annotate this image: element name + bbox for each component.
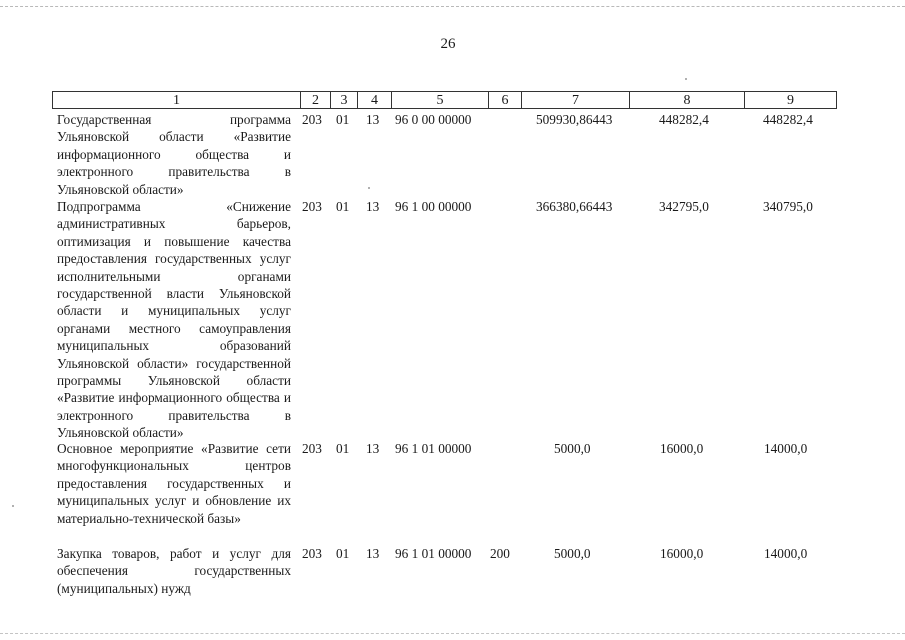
header-col-8: 8 bbox=[629, 92, 744, 109]
row-code-5: 96 1 01 00000 bbox=[395, 546, 472, 561]
row-name: Подпрограмма «Снижение административных барьеров, оптимизация и повышение качества предоставления государственных услуг исполнительными органами государственной власти Ульяновской области и муниципальных услуг органами местного самоуправления муниципальных образований Ульяновской области» государственной программы Ульяновской области «Развитие информационного общества и электронного правительства в Ульяновской области» bbox=[57, 199, 291, 441]
row-name: Закупка товаров, работ и услуг для обеспечения государственных (муниципальных) нужд bbox=[57, 546, 291, 596]
row-value-9: 340795,0 bbox=[763, 199, 813, 214]
row-name: Государственная программа Ульяновской области «Развитие информационного общества и электронного правительства в Ульяновской области» bbox=[57, 112, 291, 197]
header-col-1: 1 bbox=[173, 93, 180, 108]
row-code-5: 96 1 01 00000 bbox=[395, 441, 472, 456]
header-col-7: 7 bbox=[521, 92, 629, 109]
row-value-8: 16000,0 bbox=[660, 546, 704, 561]
header-col-3: 3 bbox=[330, 92, 357, 109]
row-code-2: 203 bbox=[302, 112, 322, 127]
row-value-7: 5000,0 bbox=[554, 546, 591, 561]
page-number: 26 bbox=[440, 36, 456, 52]
row-code-4: 13 bbox=[366, 112, 380, 127]
header-col-4: 4 bbox=[357, 92, 391, 109]
row-code-4: 13 bbox=[366, 441, 380, 456]
row-value-8: 16000,0 bbox=[660, 441, 704, 456]
row-code-3: 01 bbox=[336, 546, 350, 561]
row-code-4: 13 bbox=[366, 546, 380, 561]
row-value-9: 14000,0 bbox=[764, 441, 808, 456]
row-value-9: 14000,0 bbox=[764, 546, 808, 561]
row-value-7: 5000,0 bbox=[554, 441, 591, 456]
row-name: Основное мероприятие «Развитие сети многофункциональных центров предоставления государственных и муниципальных услуг и обновление их материально-технической базы» bbox=[57, 441, 291, 526]
row-code-2: 203 bbox=[302, 199, 322, 214]
row-value-7: 509930,86443 bbox=[536, 112, 613, 127]
row-value-8: 448282,4 bbox=[659, 112, 709, 127]
row-value-7: 366380,66443 bbox=[536, 199, 613, 214]
row-value-9: 448282,4 bbox=[763, 112, 813, 127]
header-col-2: 2 bbox=[300, 92, 330, 109]
scan-speck bbox=[12, 505, 14, 507]
header-col-6: 6 bbox=[488, 92, 521, 109]
header-col-5: 5 bbox=[391, 92, 488, 109]
row-value-8: 342795,0 bbox=[659, 199, 709, 214]
scan-speck bbox=[368, 187, 370, 189]
scan-edge-top bbox=[0, 6, 905, 7]
row-code-2: 203 bbox=[302, 441, 322, 456]
row-code-5: 96 0 00 00000 bbox=[395, 112, 472, 127]
row-code-6: 200 bbox=[490, 546, 510, 561]
row-code-3: 01 bbox=[336, 199, 350, 214]
row-code-5: 96 1 00 00000 bbox=[395, 199, 472, 214]
row-code-3: 01 bbox=[336, 441, 350, 456]
scan-speck bbox=[685, 78, 687, 80]
scan-edge-bottom bbox=[0, 633, 905, 634]
header-col-9: 9 bbox=[744, 92, 836, 109]
row-code-2: 203 bbox=[302, 546, 322, 561]
row-code-3: 01 bbox=[336, 112, 350, 127]
row-code-4: 13 bbox=[366, 199, 380, 214]
table-header bbox=[52, 91, 837, 109]
